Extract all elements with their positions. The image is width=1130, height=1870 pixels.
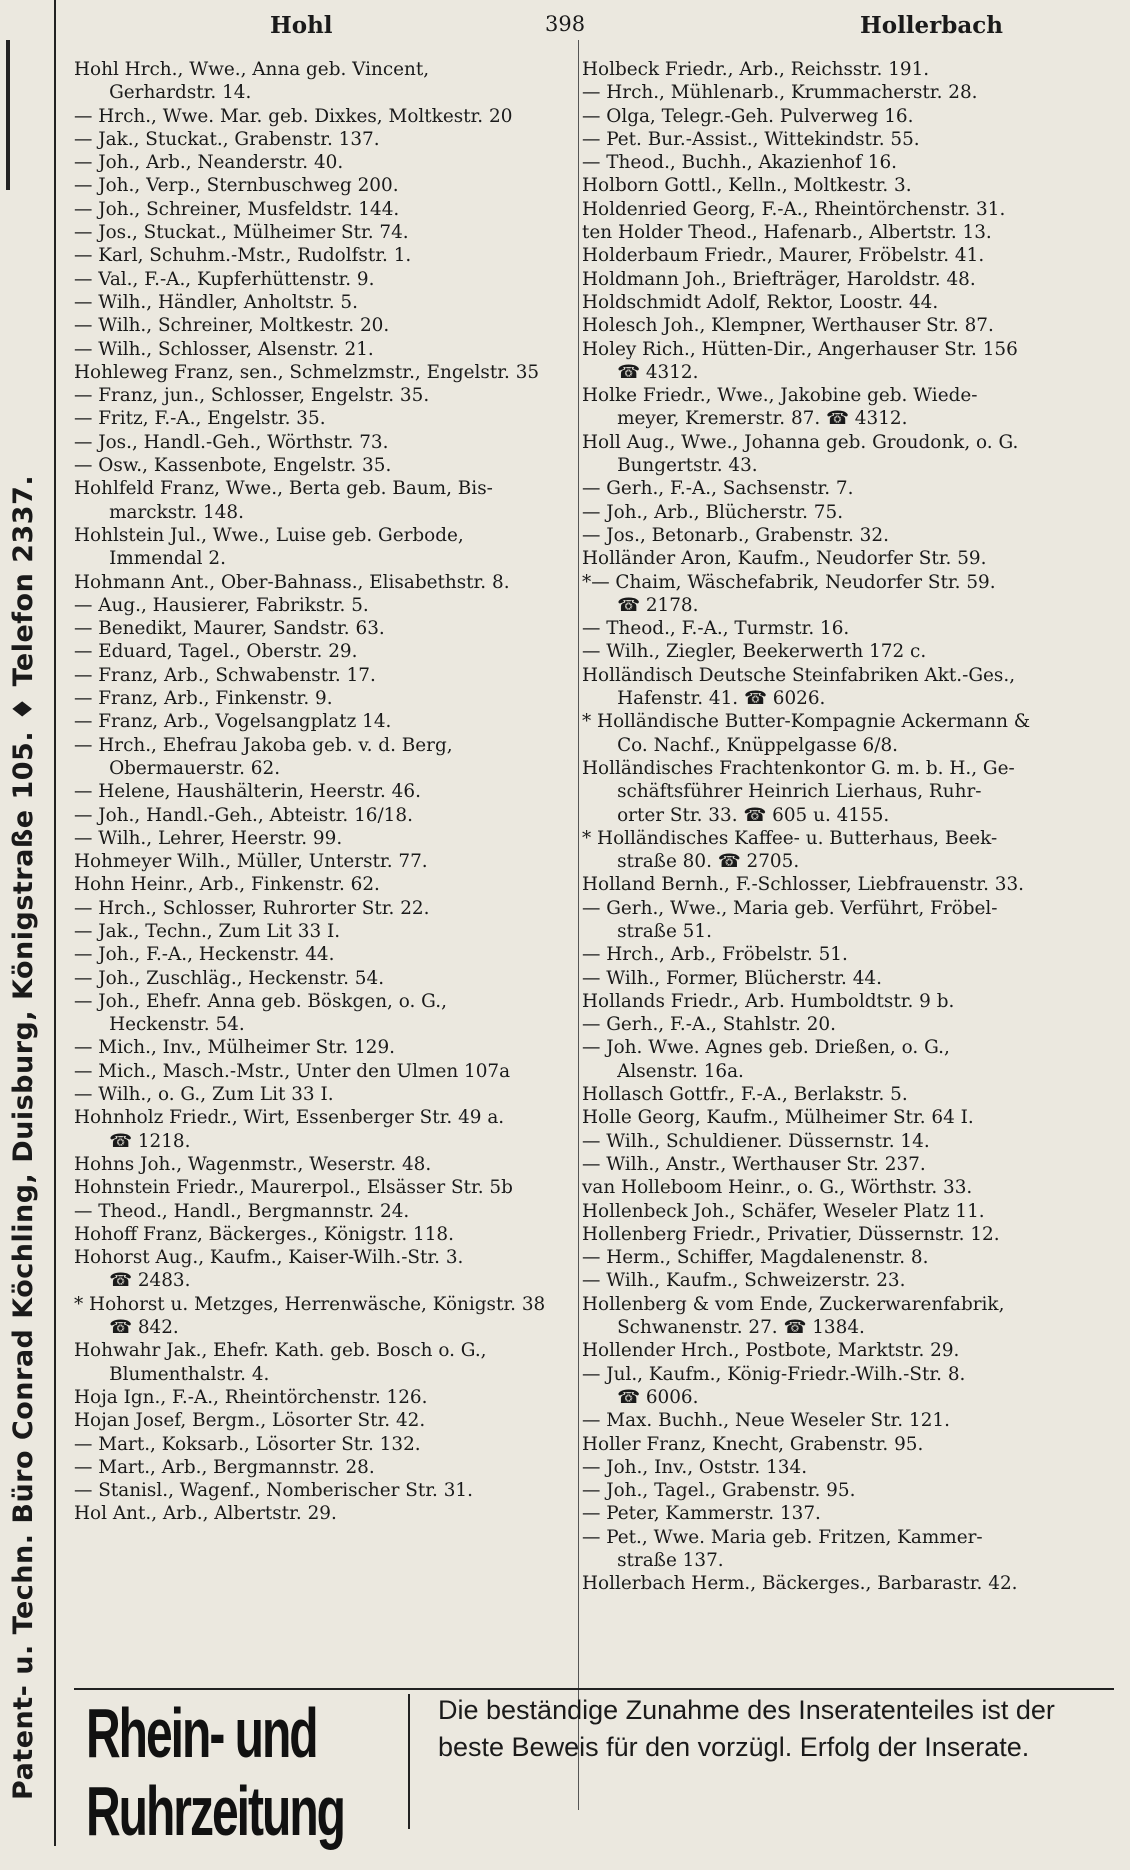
directory-entry: — Pet., Wwe. Maria geb. Fritzen, Kammer-	[582, 1526, 983, 1548]
directory-entry: Hollenberg Friedr., Privatier, Düssernstr. 12.	[582, 1223, 1000, 1245]
directory-entry: — Franz, jun., Schlosser, Engelstr. 35.	[74, 385, 430, 407]
directory-entry: — Wilh., Former, Blücherstr. 44.	[582, 967, 882, 989]
directory-entry: — Joh., Handl.-Geh., Abteistr. 16/18.	[74, 804, 413, 826]
directory-entry: — Peter, Kammerstr. 137.	[582, 1503, 821, 1525]
directory-entry: schäftsführer Heinrich Lierhaus, Ruhr-	[582, 781, 982, 803]
running-head-left: Hohl	[270, 12, 333, 39]
directory-entry: — Osw., Kassenbote, Engelstr. 35.	[74, 455, 392, 477]
directory-entry: Hohnholz Friedr., Wirt, Essenberger Str. 49 a.	[74, 1107, 505, 1129]
directory-entry: — Val., F.-A., Kupferhüttenstr. 9.	[74, 268, 375, 290]
right-column	[582, 58, 1117, 1596]
directory-entry: — Wilh., Lehrer, Heerstr. 99.	[74, 827, 343, 849]
directory-entry: Hohlstein Jul., Wwe., Luise geb. Gerbode,	[74, 524, 464, 546]
directory-entry: — Wilh., Kaufm., Schweizerstr. 23.	[582, 1270, 906, 1292]
directory-entry: — Helene, Haushälterin, Heerstr. 46.	[74, 781, 421, 803]
directory-entry: * Holländische Butter-Kompagnie Ackermann &	[582, 711, 1031, 733]
directory-entry: meyer, Kremerstr. 87. ☎ 4312.	[582, 408, 908, 430]
directory-entry: — Pet. Bur.-Assist., Wittekindstr. 55.	[582, 128, 920, 150]
directory-entry: Holler Franz, Knecht, Grabenstr. 95.	[582, 1433, 924, 1455]
directory-entry: Hojan Josef, Bergm., Lösorter Str. 42.	[74, 1410, 426, 1432]
directory-entry: Alsenstr. 16a.	[582, 1060, 744, 1082]
directory-entry: — Joh., Arb., Blücherstr. 75.	[582, 501, 844, 523]
directory-entry: ☎ 6006.	[582, 1386, 699, 1408]
directory-entry: straße 51.	[582, 920, 712, 942]
directory-entry: — Mart., Arb., Bergmannstr. 28.	[74, 1456, 375, 1478]
directory-entry: — Jul., Kaufm., König-Friedr.-Wilh.-Str. 8.	[582, 1363, 966, 1385]
directory-entry: Holborn Gottl., Kelln., Moltkestr. 3.	[582, 175, 912, 197]
directory-entry: — Joh., Verp., Sternbuschweg 200.	[74, 175, 399, 197]
directory-entry: — Theod., Buchh., Akazienhof 16.	[582, 152, 898, 174]
directory-entry: — Hrch., Wwe. Mar. geb. Dixkes, Moltkestr. 20	[74, 105, 513, 127]
directory-entry: Holländisches Frachtenkontor G. m. b. H., Ge-	[582, 757, 1015, 779]
directory-entry: straße 137.	[582, 1550, 724, 1571]
footer-divider	[408, 1694, 410, 1829]
directory-entry: — Joh., Inv., Oststr. 134.	[582, 1456, 808, 1478]
directory-entry: Holdmann Joh., Briefträger, Haroldstr. 48.	[582, 268, 976, 290]
directory-entry: ten Holder Theod., Hafenarb., Albertstr. 13.	[582, 222, 992, 244]
directory-entry: — Mich., Masch.-Mstr., Unter den Ulmen 107a	[74, 1060, 511, 1082]
directory-entry: — Hrch., Arb., Fröbelstr. 51.	[582, 944, 848, 966]
directory-entry: Hohleweg Franz, sen., Schmelzmstr., Engelstr. 35	[74, 361, 540, 383]
directory-entry: Hohn Heinr., Arb., Finkenstr. 62.	[74, 874, 380, 896]
directory-entry: Hollenbeck Joh., Schäfer, Weseler Platz 11.	[582, 1200, 985, 1222]
advert-slogan-line-1: Die beständige Zunahme des Inseratenteiles ist der	[438, 1695, 1055, 1725]
directory-entry: Hohwahr Jak., Ehefr. Kath. geb. Bosch o. G.,	[74, 1340, 487, 1362]
directory-entry: — Gerh., Wwe., Maria geb. Verführt, Fröbel-	[582, 897, 998, 919]
directory-entry: ☎ 842.	[74, 1317, 179, 1339]
directory-entry: Holländisch Deutsche Steinfabriken Akt.-Ges.,	[582, 664, 1016, 686]
directory-entry: — Theod., Handl., Bergmannstr. 24.	[74, 1200, 410, 1222]
directory-entry: Holey Rich., Hütten-Dir., Angerhauser Str. 156	[582, 338, 1018, 360]
directory-entry: ☎ 1218.	[74, 1130, 191, 1152]
left-column	[74, 58, 574, 1526]
directory-entry: — Joh., Tagel., Grabenstr. 95.	[582, 1480, 856, 1502]
directory-entry: Hohoff Franz, Bäckerges., Königstr. 118.	[74, 1223, 454, 1245]
directory-entry: Obermauerstr. 62.	[74, 757, 281, 779]
directory-entry: — Benedikt, Maurer, Sandstr. 63.	[74, 618, 385, 640]
directory-entry: Holland Bernh., F.-Schlosser, Liebfrauenstr. 33.	[582, 874, 1025, 896]
advert-slogan	[438, 1692, 1118, 1766]
directory-entry: — Herm., Schiffer, Magdalenenstr. 8.	[582, 1247, 929, 1269]
directory-entry: — Joh., Zuschläg., Heckenstr. 54.	[74, 967, 385, 989]
directory-entry: Hohl Hrch., Wwe., Anna geb. Vincent,	[74, 59, 430, 80]
footer-rule	[74, 1688, 1114, 1690]
directory-entry: — Jak., Techn., Zum Lit 33 I.	[74, 920, 341, 942]
directory-entry: — Wilh., Anstr., Werthauser Str. 237.	[582, 1153, 926, 1175]
directory-entry: *— Chaim, Wäschefabrik, Neudorfer Str. 59.	[582, 571, 996, 593]
directory-entry: Hollender Hrch., Postbote, Marktstr. 29.	[582, 1340, 960, 1362]
directory-entry: — Gerh., F.-A., Sachsenstr. 7.	[582, 478, 854, 500]
directory-entry: Hohnstein Friedr., Maurerpol., Elsässer Str. 5b	[74, 1177, 513, 1199]
directory-entry: — Franz, Arb., Schwabenstr. 17.	[74, 664, 376, 686]
directory-entry: Hohmann Ant., Ober-Bahnass., Elisabethstr. 8.	[74, 571, 510, 593]
directory-entry: — Joh., Schreiner, Musfeldstr. 144.	[74, 198, 400, 220]
directory-entry: Hoja Ign., F.-A., Rheintörchenstr. 126.	[74, 1386, 428, 1408]
directory-entry: — Jos., Stuckat., Mülheimer Str. 74.	[74, 222, 409, 244]
directory-entry: Blumenthalstr. 4.	[74, 1363, 270, 1385]
directory-entry: — Franz, Arb., Finkenstr. 9.	[74, 688, 333, 710]
directory-entry: Schwanenstr. 27. ☎ 1384.	[582, 1317, 865, 1339]
directory-entry: Bungertstr. 43.	[582, 455, 758, 477]
directory-entry: — Wilh., Schuldiener. Düssernstr. 14.	[582, 1130, 930, 1152]
directory-entry: ☎ 2483.	[74, 1270, 191, 1292]
directory-entry: — Joh., Ehefr. Anna geb. Böskgen, o. G.,	[74, 990, 447, 1012]
directory-entry: ☎ 2178.	[582, 594, 699, 616]
directory-entry: Holdenried Georg, F.-A., Rheintörchenstr. 31.	[582, 198, 1006, 220]
directory-entry: marckstr. 148.	[74, 501, 244, 523]
directory-entry: Immendal 2.	[74, 548, 226, 570]
directory-entry: Hohmeyer Wilh., Müller, Unterstr. 77.	[74, 851, 428, 873]
directory-entry: — Jos., Betonarb., Grabenstr. 32.	[582, 524, 889, 546]
directory-entry: Holderbaum Friedr., Maurer, Fröbelstr. 41.	[582, 245, 985, 267]
running-head-right: Hollerbach	[860, 12, 1004, 39]
directory-entry: orter Str. 33. ☎ 605 u. 4155.	[582, 804, 890, 826]
directory-entry: Heckenstr. 54.	[74, 1014, 245, 1036]
column-divider	[578, 40, 579, 1810]
side-advertisement	[0, 0, 56, 1846]
directory-entry: ☎ 4312.	[582, 361, 699, 383]
directory-entry: — Wilh., Schlosser, Alsenstr. 21.	[74, 338, 374, 360]
directory-entry: — Stanisl., Wagenf., Nomberischer Str. 31.	[74, 1480, 473, 1502]
directory-entry: Holke Friedr., Wwe., Jakobine geb. Wiede-	[582, 385, 978, 407]
directory-entry: — Hrch., Schlosser, Ruhrorter Str. 22.	[74, 897, 430, 919]
directory-entry: Hohns Joh., Wagenmstr., Weserstr. 48.	[74, 1153, 432, 1175]
newspaper-advert: Rhein- und Ruhrzeitung	[86, 1696, 344, 1852]
directory-entry: — Karl, Schuhm.-Mstr., Rudolfstr. 1.	[74, 245, 412, 267]
directory-entry: Hohorst Aug., Kaufm., Kaiser-Wilh.-Str. 3.	[74, 1247, 464, 1269]
directory-entry: Holdschmidt Adolf, Rektor, Loostr. 44.	[582, 291, 939, 313]
directory-entry: — Wilh., Händler, Anholtstr. 5.	[74, 291, 358, 313]
directory-entry: — Max. Buchh., Neue Weseler Str. 121.	[582, 1410, 950, 1432]
directory-entry: Hollasch Gottfr., F.-A., Berlakstr. 5.	[582, 1084, 908, 1106]
directory-entry: Hohlfeld Franz, Wwe., Berta geb. Baum, Bis-	[74, 478, 493, 500]
directory-entry: Holländer Aron, Kaufm., Neudorfer Str. 59.	[582, 548, 987, 570]
directory-entry: — Aug., Hausierer, Fabrikstr. 5.	[74, 594, 369, 616]
directory-entry: Hol Ant., Arb., Albertstr. 29.	[74, 1503, 337, 1525]
directory-entry: — Wilh., Ziegler, Beekerwerth 172 c.	[582, 641, 927, 663]
directory-entry: — Gerh., F.-A., Stahlstr. 20.	[582, 1014, 836, 1036]
directory-entry: Gerhardstr. 14.	[74, 82, 252, 104]
directory-entry: Holle Georg, Kaufm., Mülheimer Str. 64 I.	[582, 1107, 974, 1129]
directory-entry: — Olga, Telegr.-Geh. Pulverweg 16.	[582, 105, 914, 127]
directory-entry: Holbeck Friedr., Arb., Reichsstr. 191.	[582, 59, 930, 80]
directory-entry: straße 80. ☎ 2705.	[582, 851, 800, 873]
directory-entry: — Joh. Wwe. Agnes geb. Drießen, o. G.,	[582, 1037, 950, 1059]
directory-entry: — Joh., Arb., Neanderstr. 40.	[74, 152, 344, 174]
side-advert-text: Patent- u. Techn. Büro Conrad Köchling, Duisburg, Königstraße 105. ♦ Telefon 2337.	[8, 474, 39, 1800]
directory-entry: Holl Aug., Wwe., Johanna geb. Groudonk, o. G.	[582, 431, 1019, 453]
directory-entry: — Joh., F.-A., Heckenstr. 44.	[74, 944, 335, 966]
directory-entry: — Wilh., o. G., Zum Lit 33 I.	[74, 1084, 334, 1106]
directory-entry: * Hohorst u. Metzges, Herrenwäsche, Königstr. 38	[74, 1293, 546, 1315]
directory-entry: — Franz, Arb., Vogelsangplatz 14.	[74, 711, 392, 733]
directory-entry: — Fritz, F.-A., Engelstr. 35.	[74, 408, 326, 430]
advert-slogan-line-2: beste Beweis für den vorzügl. Erfolg der Inserate.	[438, 1732, 1030, 1762]
page-number: 398	[545, 12, 586, 36]
directory-entry: van Holleboom Heinr., o. G., Wörthstr. 33.	[582, 1177, 973, 1199]
directory-entry: Holesch Joh., Klempner, Werthauser Str. 87.	[582, 315, 994, 337]
directory-entry: — Hrch., Ehefrau Jakoba geb. v. d. Berg,	[74, 734, 453, 756]
directory-entry: — Mart., Koksarb., Lösorter Str. 132.	[74, 1433, 421, 1455]
directory-entry: — Hrch., Mühlenarb., Krummacherstr. 28.	[582, 82, 978, 104]
directory-entry: Co. Nachf., Knüppelgasse 6/8.	[582, 734, 898, 756]
directory-entry: Hollands Friedr., Arb. Humboldtstr. 9 b.	[582, 990, 955, 1012]
directory-entry: — Mich., Inv., Mülheimer Str. 129.	[74, 1037, 396, 1059]
directory-entry: — Jak., Stuckat., Grabenstr. 137.	[74, 128, 380, 150]
directory-entry: — Theod., F.-A., Turmstr. 16.	[582, 618, 850, 640]
directory-entry: * Holländisches Kaffee- u. Butterhaus, Beek-	[582, 827, 998, 849]
directory-entry: — Eduard, Tagel., Oberstr. 29.	[74, 641, 358, 663]
directory-entry: — Wilh., Schreiner, Moltkestr. 20.	[74, 315, 390, 337]
directory-entry: Hafenstr. 41. ☎ 6026.	[582, 688, 826, 710]
directory-entry: — Jos., Handl.-Geh., Wörthstr. 73.	[74, 431, 389, 453]
directory-entry: Hollerbach Herm., Bäckerges., Barbarastr. 42.	[582, 1573, 1018, 1595]
directory-entry: Hollenberg & vom Ende, Zuckerwarenfabrik,	[582, 1293, 1005, 1315]
